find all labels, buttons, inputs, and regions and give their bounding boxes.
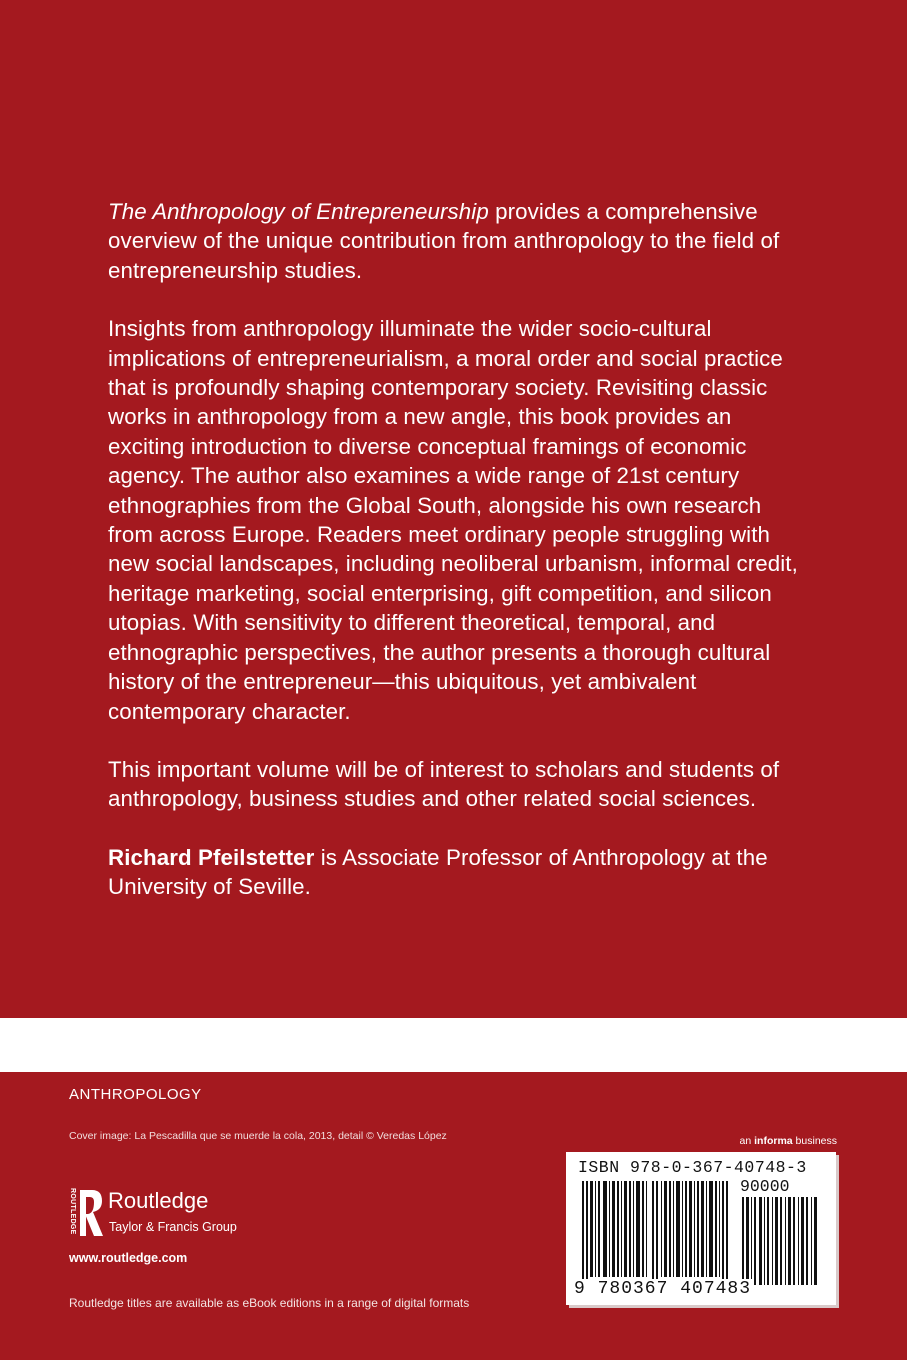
intro-text: provides a comprehensive overview of the unique contribution from anthropology to the field of entrepreneurship studies. — [108, 199, 780, 283]
book-title: The Anthropology of Entrepreneurship — [108, 199, 489, 224]
isbn-barcode — [566, 1152, 836, 1305]
ean-number: 9 780367 407483 — [574, 1279, 752, 1299]
barcode-bars-icon — [582, 1181, 732, 1285]
author-bio-text: is Associate Professor of Anthropology at the University of Seville. — [108, 844, 768, 900]
ebook-note: Routledge titles are available as eBook editions in a range of digital formats — [69, 1296, 470, 1310]
back-cover-blurb — [108, 197, 798, 931]
white-divider-stripe — [0, 1018, 907, 1072]
informa-business-tag: an informa business — [739, 1135, 837, 1147]
logo-vertical-text: ROUTLEDGE — [69, 1188, 76, 1235]
addon-barcode-icon — [742, 1197, 822, 1285]
author-name: Richard Pfeilstetter — [108, 844, 315, 870]
blurb-paragraph-audience: This important volume will be of interest to scholars and students of anthropology, business studies and other related social sciences. — [108, 756, 780, 812]
publisher-url[interactable]: www.routledge.com — [69, 1251, 188, 1265]
price-code: 90000 — [740, 1177, 790, 1196]
cover-image-credit: Cover image: La Pescadilla que se muerde la cola, 2013, detail © Veredas López — [69, 1130, 447, 1142]
publisher-group: Taylor & Francis Group — [109, 1220, 237, 1234]
publisher-name: Routledge — [108, 1188, 209, 1213]
routledge-r-icon — [64, 1186, 106, 1242]
blurb-paragraph-intro — [108, 197, 798, 285]
subject-category: ANTHROPOLOGY — [69, 1086, 202, 1103]
author-bio — [108, 843, 798, 902]
blurb-paragraph-description: Insights from anthropology illuminate the wider socio-cultural implications of entrepreneurialism, a moral order and social practice that is profoundly shaping contemporary society. Revisiting classic works in anthropology from a new angle, this book provides an exciting introduction to diverse conceptual framings of economic agency. The author also examines a wide range of 21st century ethnographies from the Global South, alongside his own research from across Europe. Readers meet ordinary people struggling with new social landscapes, including neoliberal urbanism, informal credit, heritage marketing, social enterprising, gift competition, and silicon utopias. With sensitivity to different theoretical, temporal, and ethnographic perspectives, the author presents a thorough cultural history of the entrepreneur—this ubiquitous, yet ambivalent contemporary character. — [108, 316, 798, 724]
isbn-number: ISBN 978-0-367-40748-3 — [578, 1158, 807, 1177]
routledge-logo — [64, 1186, 264, 1242]
